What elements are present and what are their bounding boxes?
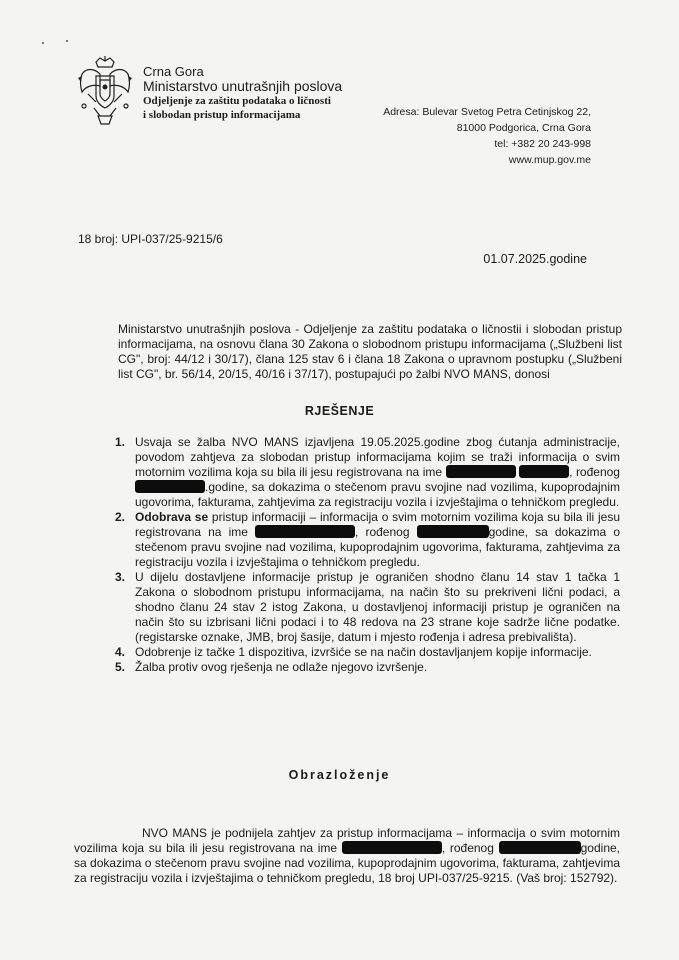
address-city: 81000 Podgorica, Crna Gora — [456, 122, 591, 134]
coat-of-arms-icon — [74, 56, 136, 126]
scan-speck — [66, 40, 68, 42]
list-item — [115, 435, 620, 510]
country-name: Crna Gora — [143, 64, 204, 79]
reasoning-text: NVO MANS je podnijela zahtjev za pristup informacijama – informacija o svim motornim vozilima koja su bila ili jesu registrovana na ime — [74, 826, 620, 855]
item-number: 1. — [115, 435, 126, 449]
address-website: www.mup.gov.me — [508, 154, 591, 166]
item-lead: Odobrava se — [135, 510, 209, 524]
item-text: pristup informaciji – informacija o svim motornim vozilima koja su bila ili jesu registrovana na ime — [135, 510, 620, 539]
redaction-box — [499, 841, 581, 854]
intro-paragraph: Ministarstvo unutrašnjih poslova - Odjeljenje za zaštitu podataka o ličnostii i slobodan pristup informacijama, na osnovu člana 30 Zakona o slobodnom pristupu informacijama („Službeni list CG", broj: 44/12 i 30/17), člana 125 stav 6 i člana 18 Zakona o upravnom postupku („Službeni list CG", br. 56/14, 20/15, 40/16 i 37/17), postupajući po žalbi NVO MANS, donosi — [118, 322, 622, 381]
address-block — [383, 104, 591, 168]
item-text: godine, sa dokazima o stečenom pravu svojine nad vozilima, kupoprodajnim ugovorima, fakturama, zahtjevima za registraciju vozila i izvještajima o tehničkom pregledu. — [135, 525, 620, 569]
item-number: 5. — [115, 660, 126, 674]
item-number: 2. — [115, 510, 126, 524]
reasoning-text: godine, sa dokazima o stečenom pravu svojine nad vozilima, kupoprodajnim ugovorima, fakturama, zahtjevima za registraciju vozila i izvještajima o tehničkom pregledu, 18 broj UPI-037/25-9215. (Vaš broj: 152792). — [74, 841, 620, 885]
reasoning-text: , rođenog — [441, 841, 494, 855]
reasoning-paragraph — [74, 826, 620, 886]
decision-list — [115, 435, 620, 675]
list-item — [115, 660, 620, 675]
ministry-name: Ministarstvo unutrašnjih poslova — [143, 78, 343, 94]
redaction-box — [417, 525, 489, 538]
document-date: 01.07.2025.godine — [483, 252, 587, 266]
item-number: 4. — [115, 645, 126, 659]
item-text: Žalba protiv ovog rješenja ne odlaže njegovo izvršenje. — [135, 660, 428, 674]
item-text: U dijelu dostavljene informacije pristup je ograničen shodno članu 14 stav 1 tačka 1 Zakona o slobodnom pristupu informacijama, na način što su prekriveni lični podaci, a shodno članu 24 stav 2 istog Zakona, u dostavljenoj informaciji pristup je ograničen na način što su izbrisani lični podaci i to 48 redova na 23 strane koje sadrže lične podatke. (registarske oznake, JMB, broj šasije, datum i mjesto rođenja i adresa prebivališta). — [135, 570, 620, 644]
decision-heading: RJEŠENJE — [304, 404, 375, 418]
redaction-box — [135, 480, 205, 493]
department-line-1: Odjeljenje za zaštitu podataka o ličnosti — [143, 95, 331, 107]
redaction-box — [446, 465, 516, 478]
list-item — [115, 645, 620, 660]
item-text: Usvaja se žalba NVO MANS izjavljena 19.05.2025.godine zbog ćutanja administracije, povodom zahtjeva za slobodan pristup informacijama kojim se traži informacija o svim motornim vozilima koja su bila ili jesu registrovana na ime — [135, 435, 620, 479]
item-number: 3. — [115, 570, 126, 584]
item-text: , rođenog — [569, 465, 620, 479]
address-phone: tel: +382 20 243-998 — [494, 138, 591, 150]
scan-speck — [42, 42, 44, 44]
address-street: Adresa: Bulevar Svetog Petra Cetinjskog 22, — [383, 106, 591, 118]
list-item — [115, 510, 620, 570]
redaction-box — [519, 465, 569, 478]
item-text: Odobrenje iz tačke 1 dispozitiva, izvršiće se na način dostavljanjem kopije informacije. — [135, 645, 592, 659]
redaction-box — [342, 841, 442, 854]
institution-block — [143, 64, 342, 122]
list-item — [115, 570, 620, 645]
item-text: .godine, sa dokazima o stečenom pravu svojine nad vozilima, kupoprodajnim ugovorima, fakturama, zahtjevima za registraciju vozila i izvještajima o tehničkom pregledu. — [135, 480, 620, 509]
item-text: , rođenog — [355, 525, 410, 539]
reference-number: 18 broj: UPI-037/25-9215/6 — [78, 232, 223, 246]
redaction-box — [255, 525, 355, 538]
reasoning-heading: Obrazloženje — [288, 768, 391, 782]
department-line-2: i slobodan pristup informacijama — [143, 109, 301, 121]
